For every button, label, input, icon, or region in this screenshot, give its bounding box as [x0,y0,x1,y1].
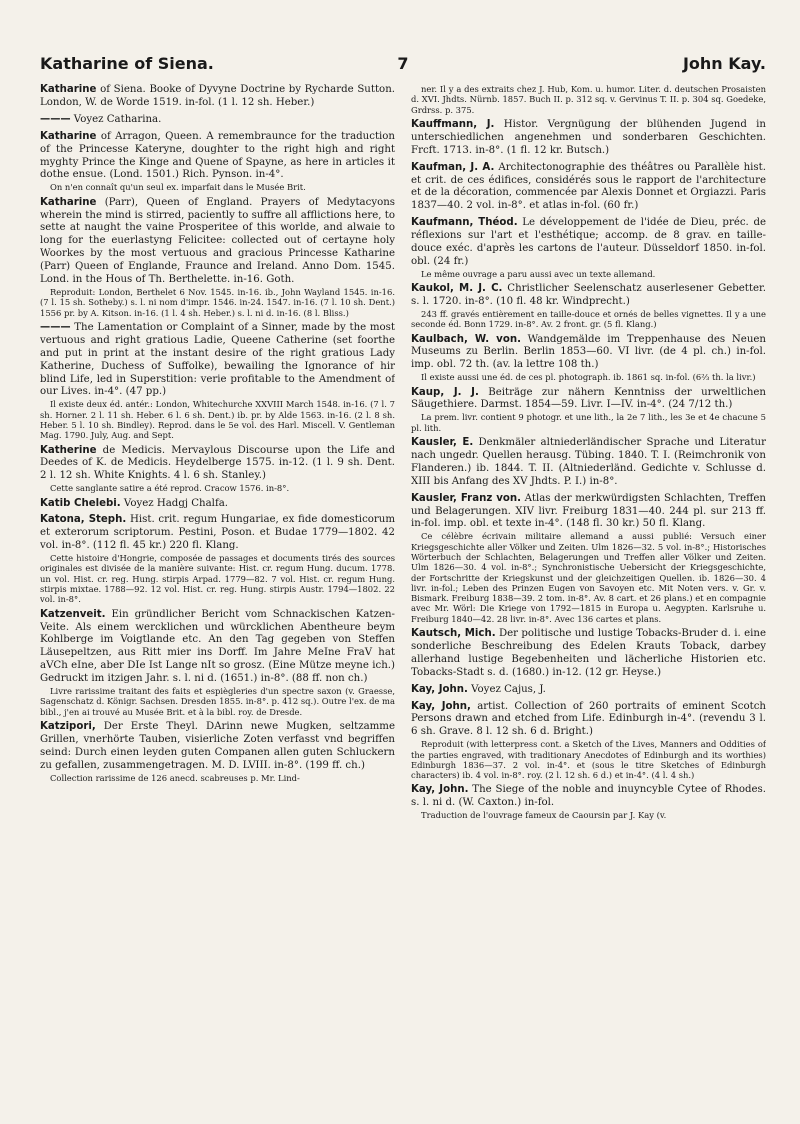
entry-heading: ——— [40,321,71,333]
entry-body: Christlicher Seelenschatz auserlesener Gebetter. s. l. 1720. in-8°. (10 fl. 48 kr. Windprecht.) [411,283,766,308]
entry-body: ner. Il y a des extraits chez J. Hub, Kom. u. humor. Liter. d. deutschen Prosaisten d. XVI. Jhdts. Nürnb. 1857. Buch II. p. 312 sq. v. Gervinus T. II. p. 304 sq. Goedeke, Grdrss. p. 375. [411,84,766,115]
entry-text [40,114,395,127]
entry-text [411,701,766,740]
bibliography-entry [40,131,395,193]
entry-note: Livre rarissime traitant des faits et espiègleries d'un spectre saxon (v. Graesse, Sagenschatz d. Königr. Sachsen. Dresden 1855. in-8°. p. 412 sq.). Outre l'ex. de ma bibl., j'en ai trouvé au Musée Brit. et à la bibl. roy. de Dresde. [40,686,395,717]
entry-text [40,514,395,553]
bibliography-entry [411,628,766,680]
entry-heading: Katzenveit. [40,608,106,620]
bibliography-entry [40,114,395,127]
bibliography-entry [411,387,766,433]
bibliography-entry [411,784,766,820]
entry-text [411,119,766,158]
bibliography-entry [411,493,766,624]
entry-text [40,84,395,110]
entry-text [40,131,395,183]
entry-heading: Kautsch, Mich. [411,628,496,639]
bibliography-entry [411,334,766,383]
entry-body: The Lamentation or Complaint of a Sinner, made by the most vertuous and right gratious Ladie, Queene Catherine (set foorthe and put in print at the instant desire of the right gratious Lady Katherine, Duchess of Suffolke), bewailing the Ignorance of hir blind Life, led in Superstition: verie profitable to the Amendment of our Lives. in-4°. (47 pp.) [40,321,395,398]
entry-note: Il existe deux éd. antér.: London, Whitechurche XXVIII March 1548. in-16. (7 l. 7 sh. Horner. 2 l. 11 sh. Heber. 6 l. 6 sh. Dent.) ib. pr. by Alde 1563. in-16. (2 l. 8 sh. Heber. 5 l. 10 sh. Bindley). Reprod. dans le 5e vol. des Harl. Miscell. V. Gentleman Mag. 1790. July, Aug. and Sept. [40,399,395,441]
entry-heading: ——— [40,113,71,125]
entry-body: Le développement de l'idée de Dieu, préc. de réflexions sur l'art et l'esthétique; accomp. de 8 grav. en taille-douce exéc. d'après les cartons de l'auteur. Düsseldorf 1850. in-fol. obl. (24 fr.) [411,217,766,267]
entry-body: Voyez Cajus, J. [467,683,546,695]
entry-note: La prem. livr. contient 9 photogr. et une lith., la 2e 7 lith., les 3e et 4e chacune 5 pl. lith. [411,412,766,433]
entry-heading: Katzipori, [40,720,96,732]
entry-note: Ce célèbre écrivain militaire allemand a aussi publié: Versuch einer Kriegsgeschichte aller Völker und Zeiten. Ulm 1826—32. 5 vol. in-8°.; Historisches Wörterbuch der Schlachten, Belagerungen und Treffen aller Völker und Zeiten. Ulm 1826—30. 4 vol. in-8°.; Synchronistische Uebersicht der Kriegsgeschichte, der Fortschritte der Kriegskunst und der gleichzeitigen Quellen. ib. 1826—30. 4 livr. in-fol.; Leben des Prinzen Eugen von Savoyen etc. Mit Noten vers. v. Gr. v. Bismark. Freiburg 1838—39. 2 tom. in-8°. Av. 8 cart. et 26 plans.) et en compagnie avec Mr. Wörl: Die Kriege von 1792—1815 in Europa u. Aegypten. Karlsruhe u. Freiburg 1840—42. 28 livr. in-8°. Avec 136 cartes et plans. [411,531,766,624]
entry-text [411,684,766,697]
entry-heading: Kay, John. [411,784,469,796]
bibliography-entry [40,445,395,494]
bibliography-entry [40,197,395,318]
bibliography-entry [411,162,766,214]
bibliography-entry [411,217,766,279]
entry-text [40,197,395,287]
entry-text [411,283,766,309]
entry-heading: Katib Chelebi. [40,497,121,509]
entry-heading: Katharine [40,84,97,95]
entry-heading: Kaukol, M. J. C. [411,283,503,295]
entry-text [40,498,395,511]
entry-body: Wandgemälde im Treppenhause des Neuen Museums zu Berlin. Berlin 1853—60. VI livr. (de 4 pl. ch.) in-fol. imp. obl. 72 th. (av. la lettre 108 th.) [411,333,766,371]
entry-heading: Katherine [40,444,97,456]
entry-text [411,628,766,680]
entry-note: Le même ouvrage a paru aussi avec un texte allemand. [421,268,656,279]
entry-note: On n'en connaît qu'un seul ex. imparfait dans le Musée Brit. [50,182,306,193]
entry-heading: Kaufman, J. A. [411,161,495,173]
entry-note: Il existe aussi une éd. de ces pl. photograph. ib. 1861 sq. in-fol. (6⅔ th. la livr.) [421,372,756,383]
entry-text [411,493,766,532]
left-column [40,84,395,1114]
entry-body: of Arragon, Queen. A remembraunce for the traduction of the Princesse Kateryne, doughter to the right high and right myghty Prince the Kinge and Quene of Spayne, as here in articles it dothe ensue. (Lond. 1501.) Rich. Pynson. in-4°. [40,130,395,181]
bibliography-entry [411,283,766,329]
entry-heading: Kaufmann, Théod. [411,217,518,229]
bibliography-entry [40,721,395,783]
entry-text [40,445,395,484]
entry-text [411,84,766,115]
entry-heading: Kausler, E. [411,436,474,448]
bibliography-entry [40,84,395,110]
entry-body: Atlas der merkwürdigsten Schlachten, Treffen und Belagerungen. XIV livr. Freiburg 1831—40. 244 pl. sur 213 ff. in-fol. imp. obl. et texte in-4°. (148 fl. 30 kr.) 50 fl. Klang. [411,492,766,530]
entry-body: Beiträge zur nähern Kenntniss der urweltlichen Säugethiere. Darmst. 1854—59. Livr. I—IV. in-4°. (24 7/12 th.) [411,386,766,411]
bibliography-entry [411,684,766,697]
entry-heading: Katharine [40,196,97,208]
entry-body: Histor. Vergnügung der blühenden Jugend in unterschiedlichen angenehmen und sonderbaren Geschichten. Frcft. 1713. in-8°. (1 fl. 12 kr. Butsch.) [411,118,766,156]
bibliography-entry [40,322,395,441]
header-right: John Kay. [682,54,766,73]
entry-body: Ein gründlicher Bericht vom Schnackischen Katzen-Veite. Als einem wercklichen und würcklichen Abentheure beym Kohlberge im Voigtlande etc. An den Tag gegeben von Steffen Läusepeltzen, aus Ritt mier ins Dorff. Im Jahre MeIne FraV hat aVCh eIne, aber DIe Ist Lange nIt so grosz. (Eine Mütze meyne ich.) Gedruckt im itzigen Jahr. s. l. ni d. (1651.) in-8°. (88 ff. non ch.) [40,608,395,685]
entry-heading: Katharine [40,130,97,142]
entry-note: Collection rarissime de 126 anecd. scabreuses p. Mr. Lind- [50,772,300,783]
entry-text [411,162,766,214]
entry-text [411,334,766,373]
entry-body: Denkmäler altniederländischer Sprache und Literatur nach ungedr. Quellen herausg. Tübing. 1840. T. I. (Reimchronik von Flanderen.) ib. 1844. T. II. (Altniederländ. Gedichte v. Schlusse d. XIII bis Anfang des XV Jhdts. P. I.) in-8°. [411,436,766,487]
entry-text [40,721,395,773]
entry-heading: Katona, Steph. [40,514,127,526]
entry-text [411,387,766,413]
entry-body: Voyez Catharina. [70,113,162,125]
entry-body: of Siena. Booke of Dyvyne Doctrine by Rycharde Sutton. London, W. de Worde 1519. in-fol. (1 l. 12 sh. Heber.) [40,84,395,108]
entry-body: Hist. crit. regum Hungariae, ex fide domesticorum et exterorum scriptorum. Pestini, Poson. et Budae 1779—1802. 42 vol. in-8°. (112 fl. 45 kr.) 220 fl. Klang. [40,514,395,552]
bibliography-entry [40,514,395,604]
entry-heading: Kausler, Franz von. [411,492,521,504]
bibliography-entry [411,119,766,158]
right-column [411,84,766,1114]
bibliography-entry [411,437,766,489]
two-column-body [40,84,766,1114]
entry-note: Cette histoire d'Hongrie, composée de passages et documents tirés des sources originales est divisée de la manière suivante: Hist. cr. regum Hung. ducum. 1778. un vol. Hist. cr. reg. Hung. stirpis Arpad. 1779—82. 7 vol. Hist. cr. regum Hung. stirpis mixtae. 1788—92. 12 vol. Hist. cr. reg. Hung. stirpis Austr. 1794—1802. 22 vol. in-8°. [40,553,395,605]
entry-text [40,322,395,399]
entry-heading: Kay, John, [411,700,471,712]
entry-text [411,217,766,269]
entry-note: Traduction de l'ouvrage fameux de Caoursin par J. Kay (v. [421,810,667,821]
entry-text [411,437,766,489]
entry-body: Der Erste Theyl. DArinn newe Mugken, seltzamme Grillen, vnerhörte Tauben, visierliche Zoten verfasst vnd begriffen seind: Durch einen leyden guten Companen allen guten Schluckern zu gefallen, zusammengetragen. M. D. LVIII. in-8°. (199 ff. ch.) [40,720,395,771]
entry-note: Reproduit: London, Berthelet 6 Nov. 1545. in-16. ib., John Wayland 1545. in-16. (7 l. 15 sh. Sotheby.) s. l. ni nom d'impr. 1546. in-24. 1547. in-16. (7 l. 10 sh. Dent.) 1556 pr. by A. Kitson. in-16. (1 l. 4 sh. Heber.) s. l. ni d. in-16. (8 l. Bliss.) [40,286,395,318]
entry-note: 243 ff. gravés entièrement en taille-douce et ornés de belles vignettes. Il y a une seconde éd. Bonn 1729. in-8°. Av. 2 front. gr. (5 fl. Klang.) [411,308,766,330]
bibliography-entry [40,498,395,511]
entry-text [411,784,766,810]
bibliography-entry [411,84,766,115]
entry-heading: Kauffmann, J. [411,118,495,130]
entry-body: Der politische und lustige Tobacks-Bruder d. i. eine sonderliche Beschreibung des Edelen Krauts Toback, darbey allerhand lustige Begebenheiten und lächerliche Historien etc. Tobacks-Stadt s. d. (1680.) in-12. (12 gr. Heyse.) [411,628,766,678]
bibliography-entry [40,609,395,717]
bibliography-entry [411,701,766,781]
entry-body: (Parr), Queen of England. Prayers of Medytacyons wherein the mind is stirred, paciently to suffre all afflictions here, to sette at naught the vaine Prosperitee of this worlde, and alwaie to long for the euerlastyng Felicitee: collected out of certayne holy Woorkes by the most vertuous and gracious Princesse Katharine (Parr) Queen of Englande, Fraunce and Ireland. Anno Dom. 1545. Lond. in the Hous of Th. Berthelette. in-16. Goth. [40,196,395,286]
entry-body: Voyez Hadgj Chalfa. [120,497,229,509]
entry-note: Reproduit (with letterpress cont. a Sketch of the Lives, Manners and Oddities of the parties engraved, with traditionary Anecdotes of Edinburgh and its worthies) Edinburgh 1836—37. 2 vol. in-4°. et (sous le titre Sketches of Edinburgh characters) ib. 4 vol. in-8°. roy. (2 l. 12 sh. 6 d.) et in-4°. (4 l. 4 sh.) [411,739,766,781]
entry-heading: Kay, John. [411,683,468,695]
entry-text [40,609,395,686]
entry-body: Architectonographie des théâtres ou Parallèle hist. et crit. de ces édifices, considérés sous le rapport de l'architecture et de la décoration, commencée par Alexis Donnet et Orgiazzi. Paris 1837—40. 2 vol. in-8°. et atlas in-fol. (60 fr.) [411,161,766,212]
entry-body: artist. Collection of 260 portraits of eminent Scotch Persons drawn and etched from Life. Edinburgh in-4°. (revendu 3 l. 6 sh. Grave. 8 l. 12 sh. 6 d. Bright.) [411,700,766,738]
entry-heading: Kaup, J. J. [411,386,479,398]
entry-body: The Siege of the noble and inuyncyble Cytee of Rhodes. s. l. ni d. (W. Caxton.) in-fol. [411,784,766,809]
running-header [40,54,766,76]
page-number: 7 [397,54,409,73]
entry-note: Cette sanglante satire a été reprod. Cracow 1576. in-8°. [50,483,290,494]
entry-heading: Kaulbach, W. von. [411,333,521,345]
header-left: Katharine of Siena. [40,54,214,73]
entry-body: de Medicis. Mervaylous Discourse upon the Life and Deedes of K. de Medicis. Heydelberge 1575. in-12. (1 l. 9 sh. Dent. 2 l. 12 sh. White Knights. 4 l. 6 sh. Stanley.) [40,444,395,482]
